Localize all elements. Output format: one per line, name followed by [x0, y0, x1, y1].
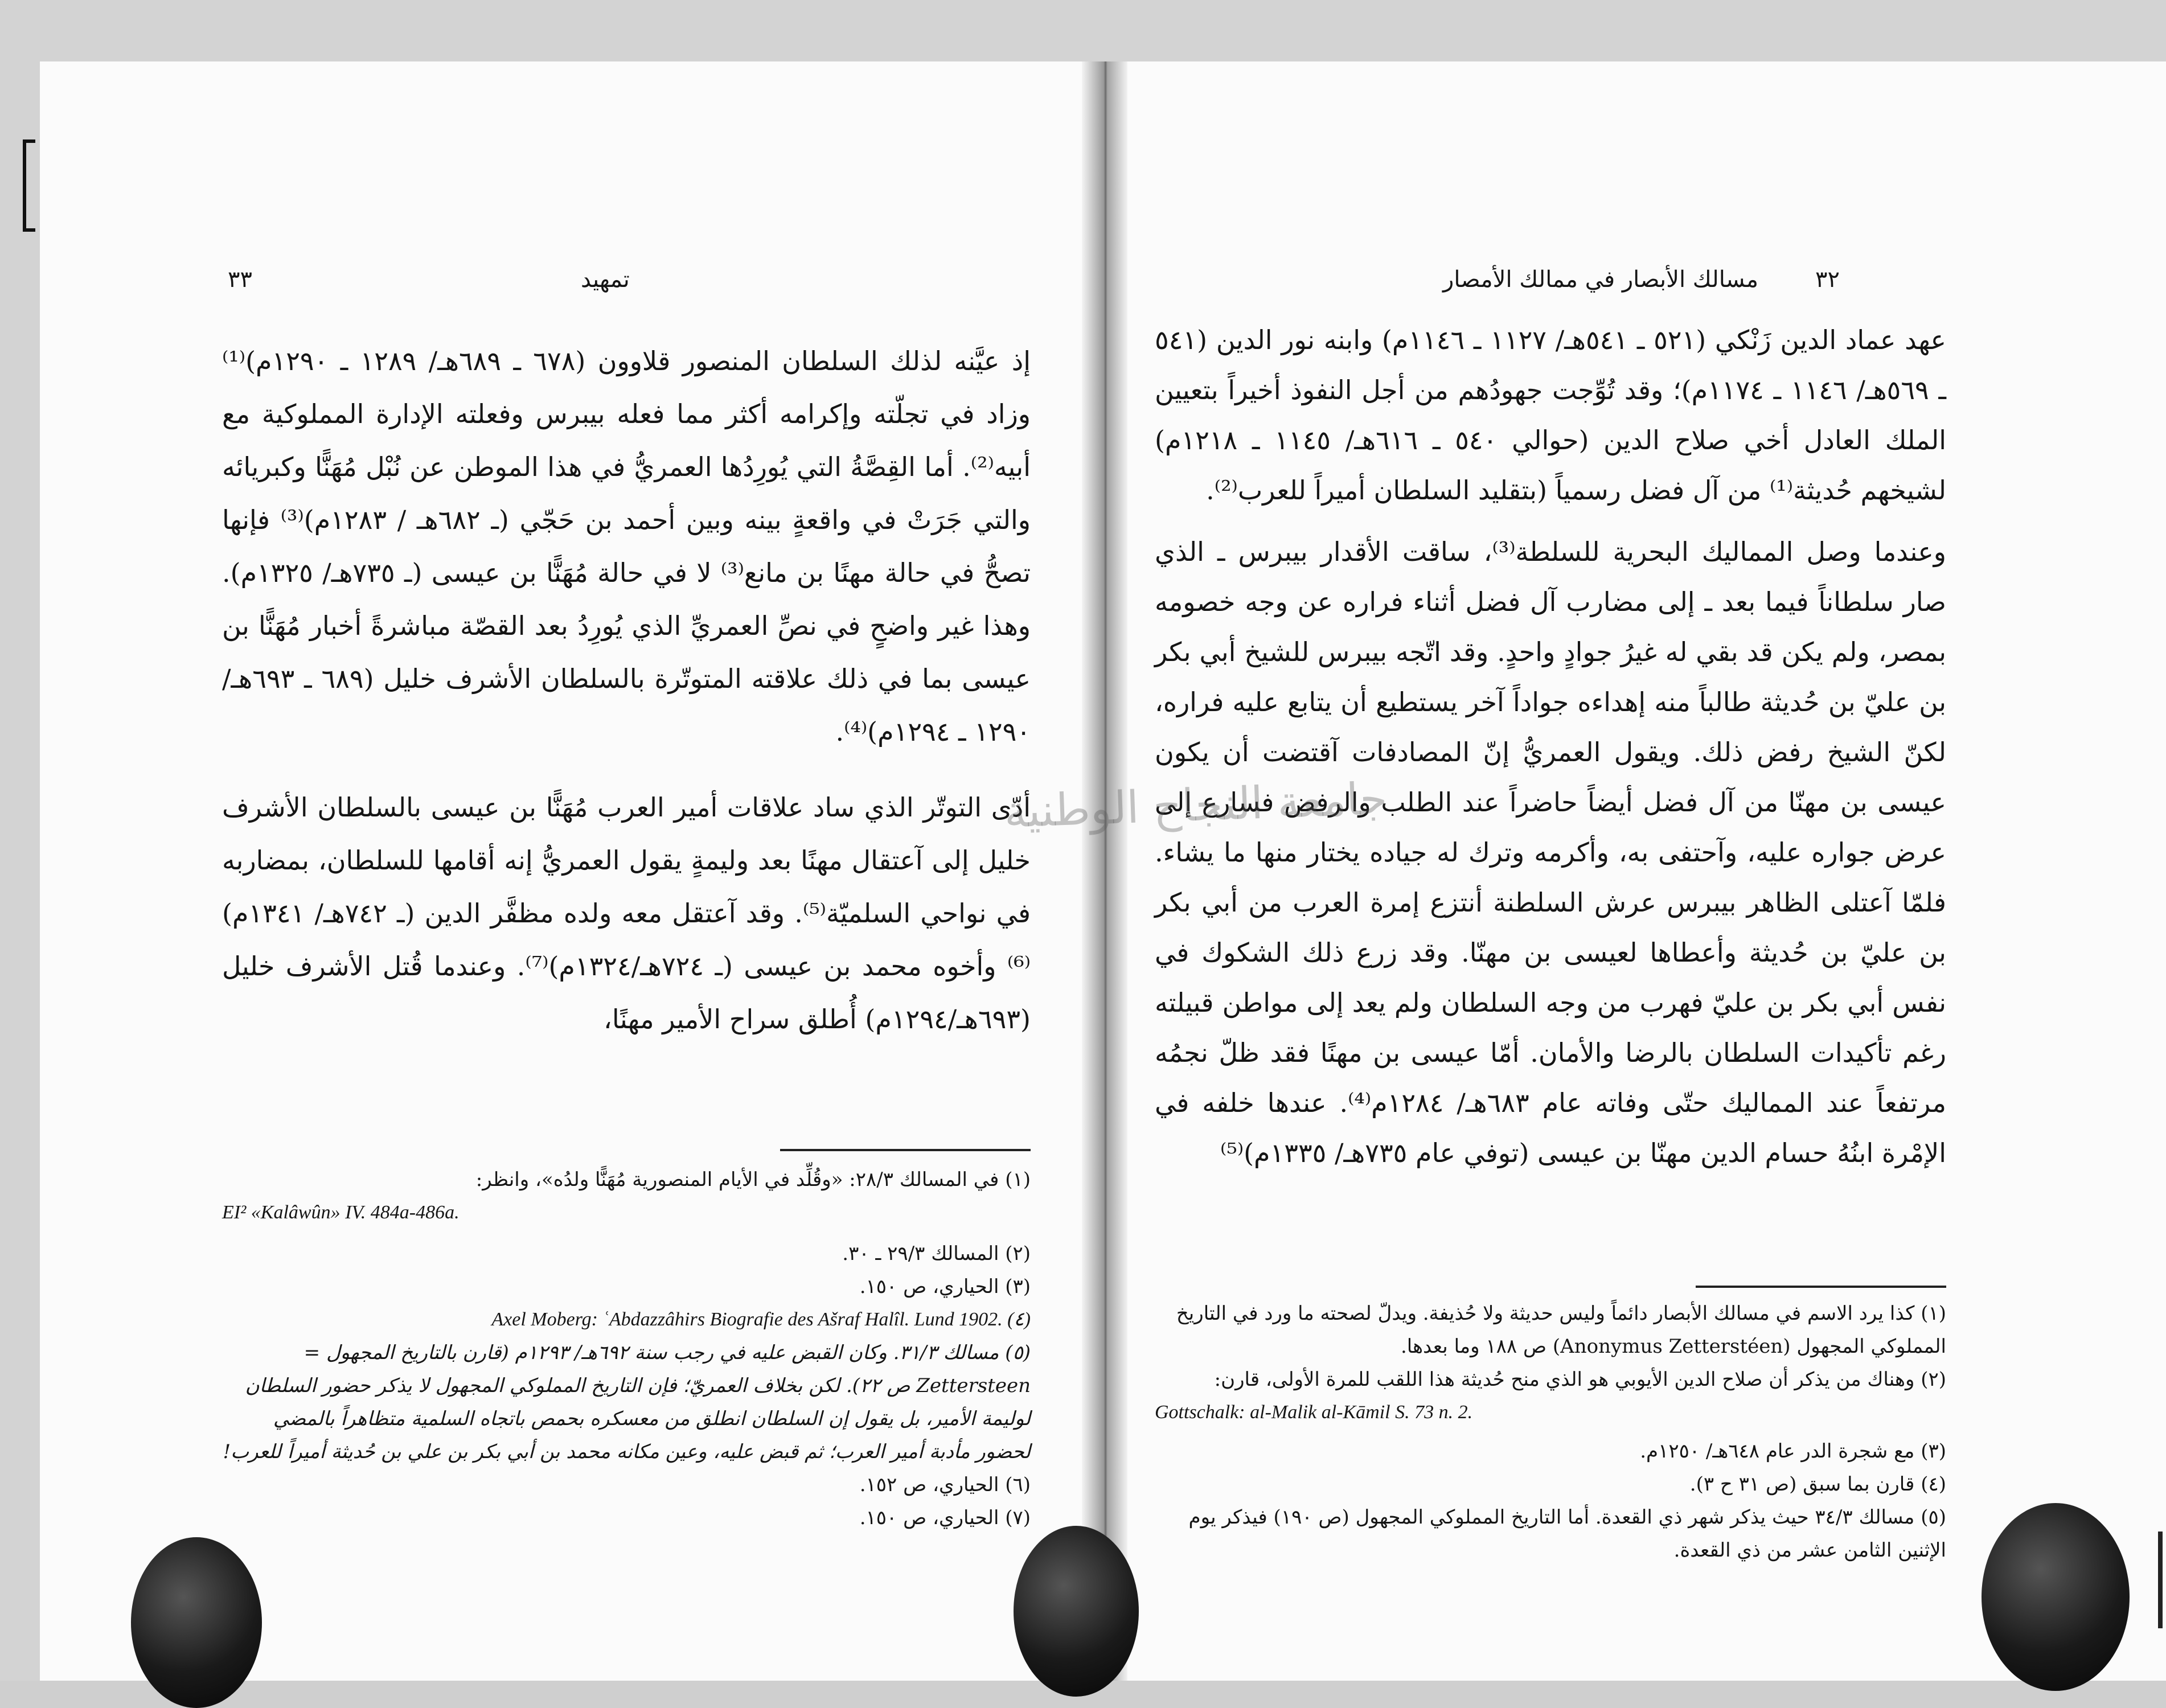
left-page-number: ٣٣	[228, 266, 252, 293]
right-footnote-2: (٢) وهناك من يذكر أن صلاح الدين الأيوبي هو الذي منح حُديثة هذا اللقب للمرة الأولى، قارن:	[1214, 1368, 1946, 1391]
left-footnote-2: (٢) المسالك ٢٩/٣ ـ ٣٠.	[842, 1242, 1031, 1265]
left-running-title: تمهيد	[581, 266, 630, 293]
right-footnote-rule	[1696, 1286, 1946, 1288]
watermark: جامعة النجاح الوطنية	[1003, 773, 1388, 838]
thumb-bottom-left	[131, 1537, 262, 1708]
right-paragraph-2: وعندما وصل المماليك البحرية للسلطة⁽³⁾، ساقت الأقدار بيبرس ـ الذي صار سلطاناً فيما بعد ـ إلى مضارب آل فضل أثناء فراره عن وجه خصومه بمصر، ولم يكن قد بقي له غيرُ جوادٍ واحدٍ. وقد اتّجه بيبرس للشيخ أبي بكر بن عليّ بن حُديثة طالباً منه إهداءه جواداً آخر يستطيع أن يتابع عليه فراره، لكنّ الشيخ رفض ذلك. ويقول العمريُّ إنّ المصادفات آقتضت أن يكون عيسى بن مهنّا من آل فضل أيضاً حاضراً عند الطلب والرفض فسارع إلى عرض جواره عليه، وآحتفى به، وأكرمه وترك له جياده يختار منها ما يشاء. فلمّا آعتلى الظاهر بيبرس عرش السلطنة أنتزع إمرة العرب من أبي بكر بن عليّ بن حُديثة وأعطاها لعيسى بن مهنّا. وقد زرع ذلك الشكوك في نفس أبي بكر بن عليّ فهرب من وجه السلطان ولم يعد إلى مواطن قبيلته رغم تأكيدات السلطان بالرضا والأمان. أمّا عيسى بن مهنًا فقد ظلّ نجمُه مرتفعاً عند المماليك حتّى وفاته عام ٦٨٣هـ/ ١٢٨٤م⁽⁴⁾. عندها خلفه في الإمْرة ابنُهُ حسام الدين مهنّا بن عيسى (توفي عام ٧٣٥هـ/ ١٣٣٥م)⁽⁵⁾	[1155, 536, 1947, 1168]
left-paragraph-2: أدّى التوتّر الذي ساد علاقات أمير العرب مُهَنًّا بن عيسى بالسلطان الأشرف خليل إلى آعتقال مهنًا بعد وليمةٍ يقول العمريُّ إنه أقامها للسلطان، بمضاربه في نواحي السلميّة⁽⁵⁾. وقد آعتقل معه ولده مظفَّر الدين (ـ ٧٤٢هـ/ ١٣٤١م)⁽⁶⁾ وأخوه محمد بن عيسى (ـ ٧٢٤هـ/١٣٢٤م)⁽⁷⁾. وعندما قُتل الأشرف خليل (٦٩٣هـ/١٢٩٤م) أُطلق سراح الأمير مهنًا،	[222, 792, 1031, 1034]
right-footnote-3: (٣) مع شجرة الدر عام ٦٤٨هـ/ ١٢٥٠م.	[1640, 1440, 1946, 1463]
page-edge-mark	[23, 139, 35, 232]
left-paragraph-1: إذ عيَّنه لذلك السلطان المنصور قلاوون (٦٧٨ ـ ٦٨٩هـ/ ١٢٨٩ ـ ١٢٩٠م)⁽¹⁾ وزاد في تجلّته وإكرامه أكثر مما فعله بيبرس وفعلته الإدارة المملوكية مع أبيه⁽²⁾. أما القِصَّةُ التي يُورِدُها العمريُّ في هذا الموطن عن نُبْل مُهَنًّا وكبريائه والتي جَرَتْ في واقعةٍ بينه وبين أحمد بن حَجّي (ـ ٦٨٢هـ / ١٢٨٣م)⁽³⁾ فإنها تصحُّ في حالة مهنًا بن مانع⁽³⁾ لا في حالة مُهَنًّا بن عيسى (ـ ٧٣٥هـ/ ١٣٢٥م). وهذا غير واضحٍ في نصِّ العمريِّ الذي يُورِدُ بعد القصّة مباشرةً أخبار مُهَنًّا بن عيسى بما في ذلك علاقته المتوتّرة بالسلطان الأشرف خليل (٦٨٩ ـ ٦٩٣هـ/ ١٢٩٠ ـ ١٢٩٤م)⁽⁴⁾.	[222, 346, 1031, 747]
left-footnote-5: (٥) مسالك ٣١/٣. وكان القبض عليه في رجب سنة ٦٩٢هـ/ ١٢٩٣م (قارن بالتاريخ المجهول = Zettersteen ص ٢٢). لكن بخلاف العمريّ؛ فإن التاريخ المملوكي المجهول لا يذكر حضور السلطان لوليمة الأمير، بل يقول إن السلطان انطلق من معسكره بحمص باتجاه السلمية متظاهراً بالمضي لحضور مأدبة أمير العرب؛ ثم قبض عليه، وعين مكانه محمد بن أبي بكر بن علي بن حُديثة أميراً للعرب!	[223, 1341, 1031, 1463]
left-footnote-1-latin: EI² «Kalâwûn» IV. 484a-486a.	[222, 1202, 460, 1223]
left-footnote-6: (٦) الحياري، ص ١٥٢.	[859, 1473, 1031, 1496]
right-footnote-4: (٤) قارن بما سبق (ص ٣١ ح ٣).	[1689, 1473, 1946, 1496]
right-page	[1121, 61, 2166, 1681]
right-running-title: مسالك الأبصار في ممالك الأمصار	[1443, 266, 1758, 293]
thumb-bottom-center	[1014, 1526, 1139, 1697]
book-spine	[1082, 61, 1127, 1681]
right-footnote-1: (١) كذا يرد الاسم في مسالك الأبصار دائماً وليس حديثة ولا حُذيفة. ويدلّ لصحته ما ورد في التاريخ المملوكي المجهول (Anonymus Zetterstéen) ص ١٨٨ وما بعدها.	[1176, 1302, 1946, 1358]
right-body	[1155, 315, 1946, 1178]
left-footnote-rule	[780, 1149, 1031, 1151]
page-edge-mark-right	[2158, 1532, 2163, 1628]
left-footnote-3: (٣) الحياري، ص ١٥٠.	[859, 1275, 1031, 1298]
right-footnote-5: (٥) مسالك ٣٤/٣ حيث يذكر شهر ذي القعدة. أما التاريخ المملوكي المجهول (ص ١٩٠) فيذكر يوم الإثنين الثامن عشر من ذي القعدة.	[1188, 1506, 1946, 1562]
left-footnotes	[222, 1163, 1031, 1534]
right-footnotes	[1155, 1297, 1946, 1567]
left-body	[222, 335, 1031, 1046]
thumb-bottom-right	[1982, 1503, 2130, 1691]
left-footnote-7: (٧) الحياري، ص ١٥٠.	[859, 1506, 1031, 1529]
left-page	[40, 61, 1086, 1681]
right-footnote-2-latin: Gottschalk: al-Malik al-Kāmil S. 73 n. 2.	[1155, 1402, 1473, 1423]
right-paragraph-1: عهد عماد الدين زَنْكي (٥٢١ ـ ٥٤١هـ/ ١١٢٧ ـ ١١٤٦م) وابنه نور الدين (٥٤١ ـ ٥٦٩هـ/ ١١٤٦ ـ ١١٧٤م)؛ وقد تُوِّجت جهودُهم من أجل النفوذ أخيراً بتعيين الملك العادل أخي صلاح الدين (حوالي ٥٤٠ ـ ٦١٦هـ/ ١١٤٥ ـ ١٢١٨م) لشيخهم حُديثة⁽¹⁾ من آل فضل رسمياً (بتقليد السلطان أميراً للعرب⁽²⁾.	[1155, 325, 1946, 506]
left-footnote-1: (١) في المسالك ٢٨/٣: «وقُلِّد في الأيام المنصورية مُهَنًّا ولدُه»، وانظر:	[475, 1168, 1031, 1191]
right-page-number: ٣٢	[1815, 266, 1840, 293]
left-footnote-4: Axel Moberg: ʿAbdazzâhirs Biografie des Ašraf Halîl. Lund 1902. (٤)	[491, 1309, 1031, 1330]
